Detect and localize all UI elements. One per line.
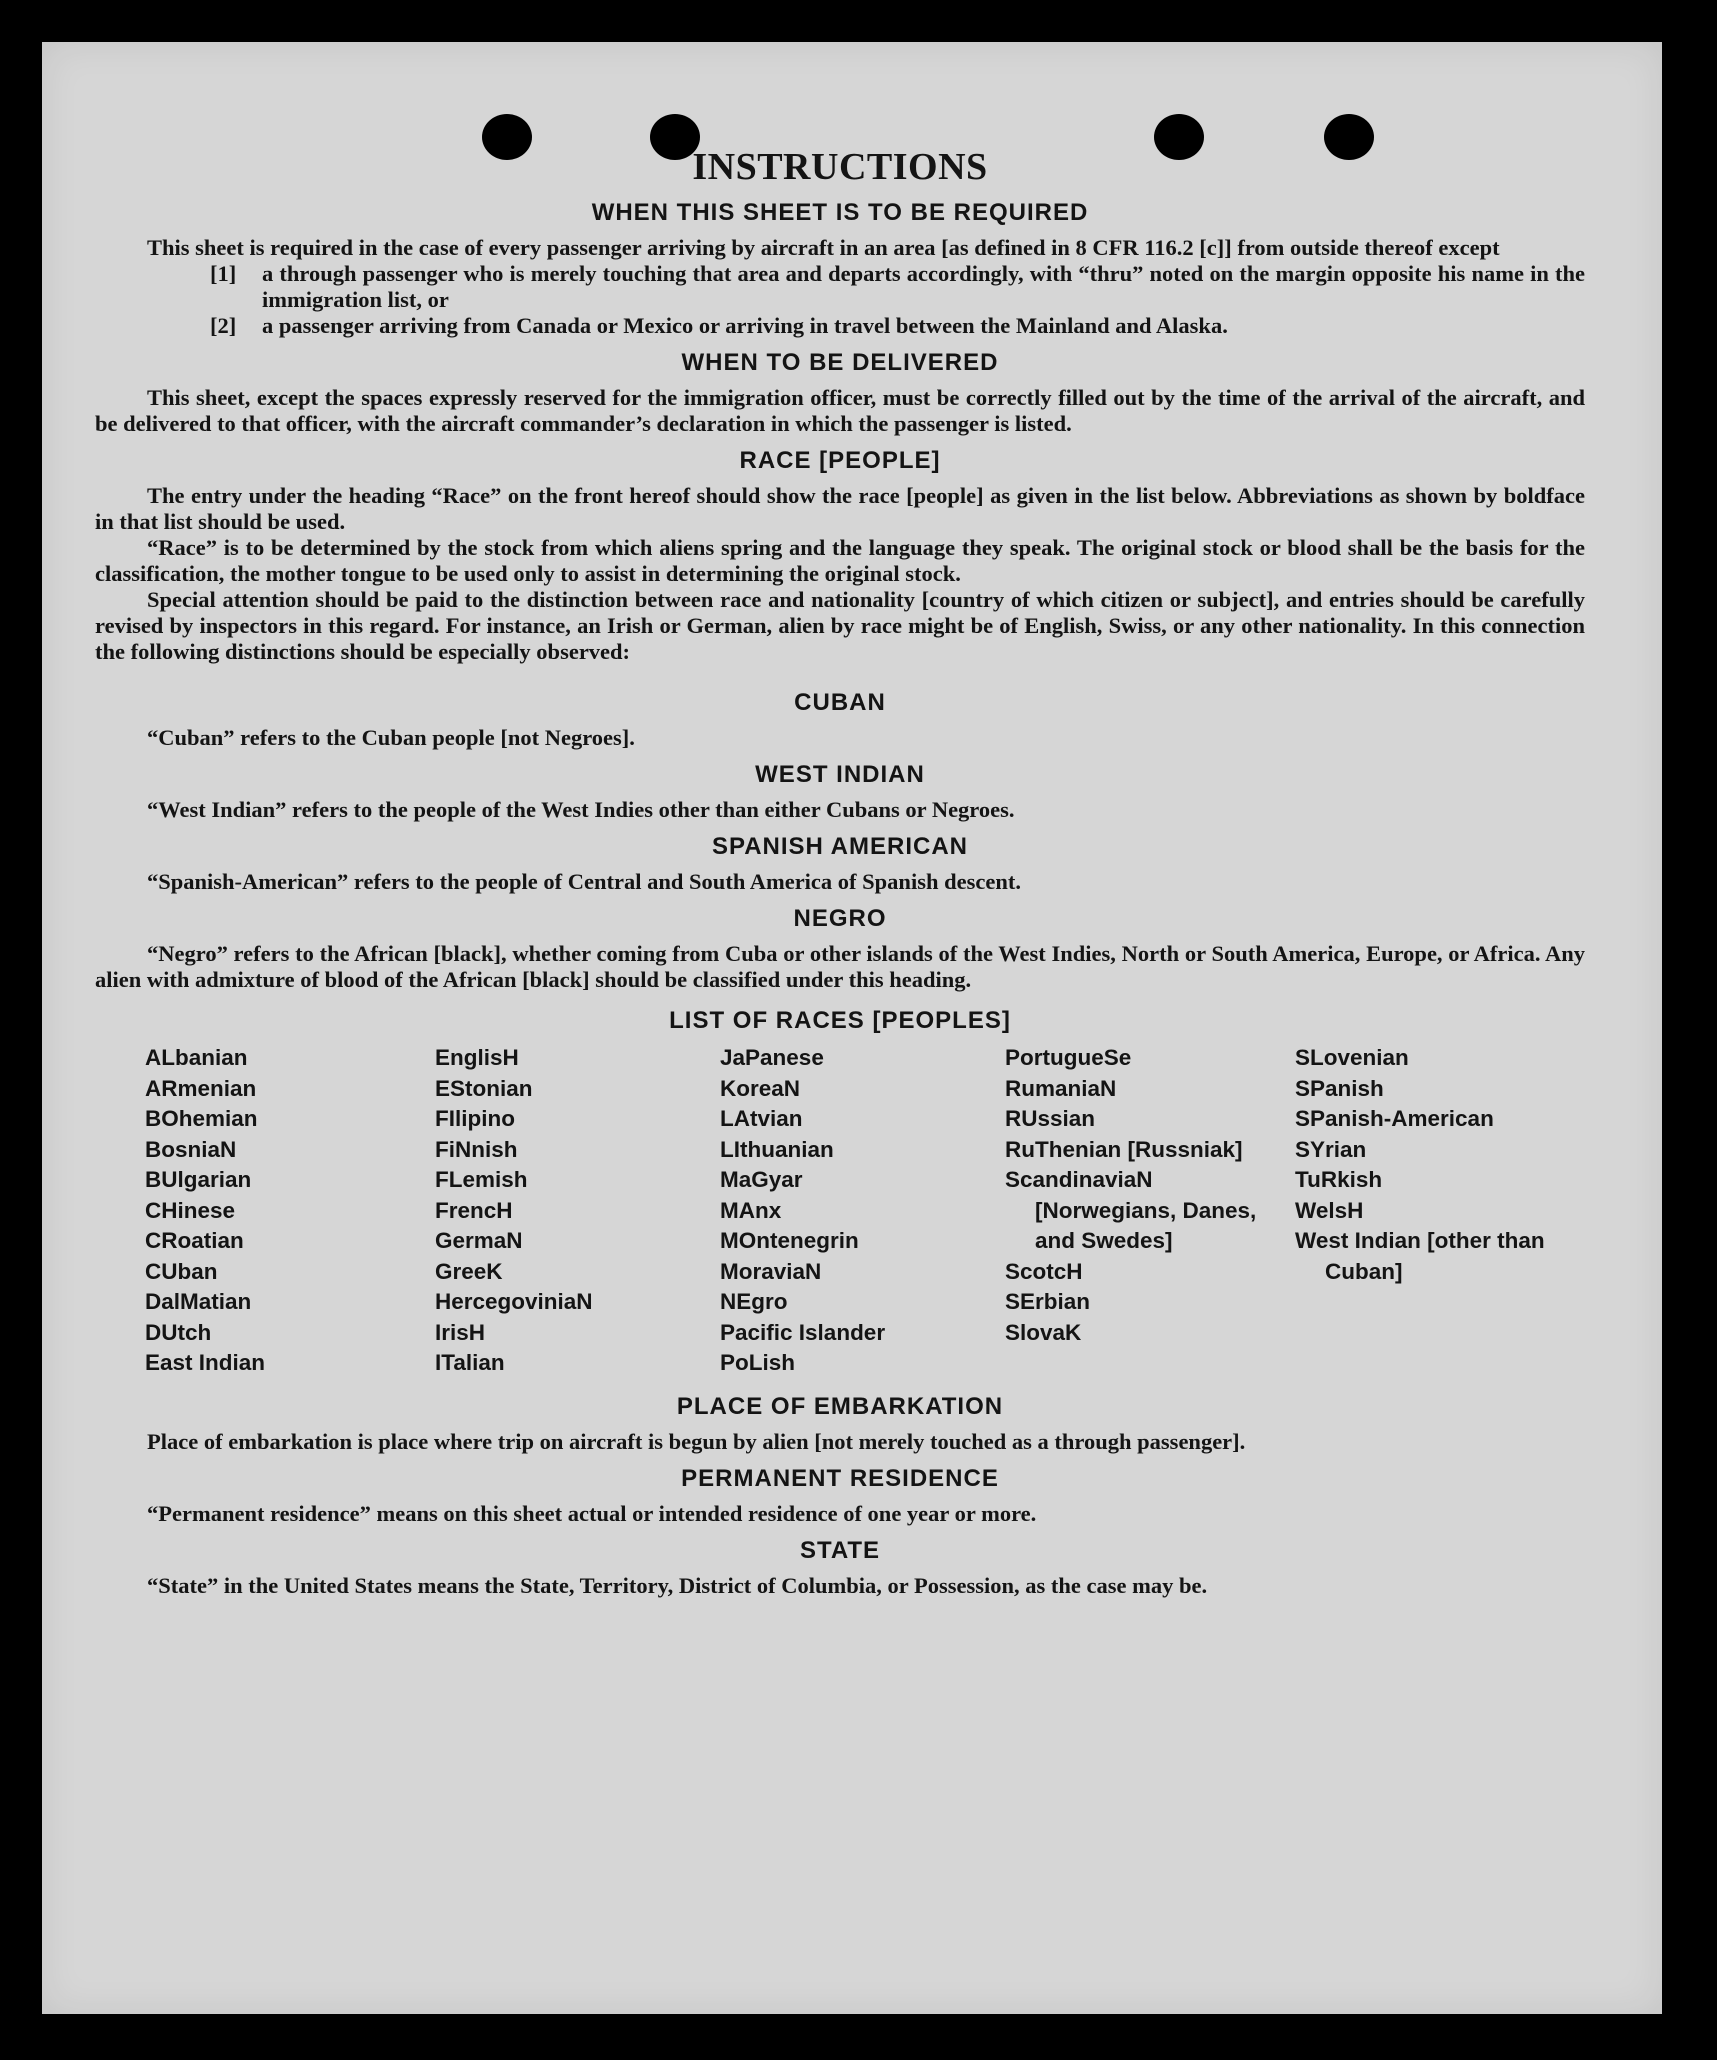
- race-entry: NEgro: [720, 1289, 788, 1314]
- race-entry: DUtch: [145, 1319, 212, 1345]
- exception-text: a passenger arriving from Canada or Mexico or arriving in travel between the Mainland and Alaska.: [262, 313, 1228, 338]
- race-entry: RuThenian [Russniak]: [1005, 1136, 1243, 1162]
- race-entry: ScotcH: [1005, 1258, 1083, 1284]
- residence-text: “Permanent residence” means on this sheet actual or intended residence of one year or more.: [147, 1500, 1037, 1526]
- race-entry: HercegoviniaN: [435, 1289, 593, 1314]
- race-entry: PortugueSe: [1005, 1045, 1132, 1070]
- race-entry: GermaN: [435, 1228, 523, 1253]
- delivered-paragraph: This sheet, except the spaces expressly reserved for the immigration officer, must be correctly filled out by the time of the arrival of the aircraft, and be delivered to that officer, with the aircraft commander’s declaration in which the passenger is listed.: [95, 385, 1585, 436]
- exception-text: a through passenger who is merely touching that area and departs accordingly, with “thru” noted on the margin opposite his name in the immigration list, or: [262, 261, 1585, 312]
- race-entry: FiNnish: [435, 1136, 518, 1162]
- race-entry: MaGyar: [720, 1167, 803, 1192]
- west-indian-text: “West Indian” refers to the people of the West Indies other than either Cubans or Negroes.: [147, 797, 1015, 822]
- race-column: [435, 1043, 720, 1379]
- race-entry: RumaniaN: [1005, 1075, 1117, 1101]
- race-entry: DalMatian: [145, 1289, 252, 1314]
- race-entry: LIthuanian: [720, 1136, 834, 1162]
- page-title: INSTRUCTIONS: [692, 146, 988, 188]
- race-list: [145, 1043, 1585, 1379]
- race-entry: FLemish: [435, 1167, 528, 1192]
- section-heading-west-indian: WEST INDIAN: [755, 761, 925, 788]
- section-heading-negro: NEGRO: [793, 905, 887, 932]
- race-entry: IrisH: [435, 1319, 486, 1345]
- embarkation-text: Place of embarkation is place where trip on aircraft is begun by alien [not merely touched as a through passenger].: [147, 1428, 1246, 1454]
- spanish-american-text: “Spanish-American” refers to the people of Central and South America of Spanish descent.: [147, 869, 1021, 894]
- race-column: [145, 1043, 435, 1379]
- race-entry: BUlgarian: [145, 1167, 252, 1192]
- race-paragraph: Special attention should be paid to the distinction between race and nationality [country of which citizen or subject], and entries should be carefully revised by inspectors in this regard. For instance, an Irish or German, alien by race might be of English, Swiss, or any other nationality. In this connection the following distinctions should be especially observed:: [95, 587, 1585, 664]
- race-entry: BosniaN: [145, 1136, 237, 1162]
- race-entry: SLovenian: [1295, 1045, 1409, 1070]
- race-entry: CHinese: [145, 1197, 236, 1223]
- race-paragraph: The entry under the heading “Race” on the front hereof should show the race [people] as given in the list below. Abbreviations as shown by boldface in that list should be used.: [95, 483, 1585, 534]
- race-entry: West Indian [other than Cuban]: [1295, 1228, 1545, 1284]
- race-entry: MAnx: [720, 1197, 782, 1223]
- race-entry: KoreaN: [720, 1075, 801, 1101]
- race-column: [720, 1043, 1005, 1379]
- required-intro: This sheet is required in the case of every passenger arriving by aircraft in an area [as defined in 8 CFR 116.2 [c]] from outside thereof except: [147, 235, 1500, 260]
- race-entry: WelsH: [1295, 1197, 1364, 1223]
- race-entry: BOhemian: [145, 1106, 258, 1131]
- exception-item: [95, 313, 1585, 339]
- section-heading-race: RACE [PEOPLE]: [739, 447, 941, 474]
- race-paragraph: “Race” is to be determined by the stock from which aliens spring and the language they speak. The original stock or blood shall be the basis for the classification, the mother tongue to be used only to assist in determining the original stock.: [95, 535, 1585, 586]
- race-entry: East Indian: [145, 1350, 266, 1375]
- race-entry: FrencH: [435, 1197, 513, 1223]
- race-entry: ScandinaviaN [Norwegians, Danes, and Swedes]: [1005, 1167, 1257, 1253]
- race-entry: FIlipino: [435, 1106, 515, 1131]
- negro-text: “Negro” refers to the African [black], whether coming from Cuba or other islands of the West Indies, North or South America, Europe, or Africa. Any alien with admixture of blood of the African [black] should be classified under this heading.: [95, 941, 1585, 992]
- race-entry: GreeK: [435, 1258, 503, 1284]
- race-entry: SYrian: [1295, 1136, 1367, 1162]
- race-entry: SlovaK: [1005, 1319, 1082, 1345]
- race-entry: RUssian: [1005, 1106, 1096, 1131]
- exception-number: [1]: [210, 261, 237, 286]
- exception-number: [2]: [210, 313, 237, 338]
- race-entry: SErbian: [1005, 1289, 1091, 1314]
- instructions-content: [95, 145, 1585, 1599]
- section-heading-races: LIST OF RACES [PEOPLES]: [669, 1007, 1011, 1034]
- section-heading-cuban: CUBAN: [794, 689, 886, 716]
- cuban-text: “Cuban” refers to the Cuban people [not Negroes].: [147, 725, 635, 750]
- state-text: “State” in the United States means the State, Territory, District of Columbia, or Possession, as the case may be.: [147, 1572, 1208, 1598]
- race-entry: TuRkish: [1295, 1167, 1383, 1192]
- race-entry: JaPanese: [720, 1045, 824, 1070]
- race-entry: MOntenegrin: [720, 1228, 859, 1253]
- race-entry: ITalian: [435, 1350, 505, 1375]
- race-entry: ALbanian: [145, 1045, 248, 1070]
- race-entry: CRoatian: [145, 1228, 244, 1253]
- race-entry: MoraviaN: [720, 1258, 822, 1284]
- section-heading-state: STATE: [799, 1536, 881, 1564]
- race-entry: EnglisH: [435, 1045, 519, 1070]
- section-heading-delivered: WHEN TO BE DELIVERED: [681, 349, 999, 376]
- race-entry: SPanish-American: [1295, 1106, 1494, 1131]
- race-entry: PoLish: [720, 1350, 796, 1375]
- race-entry: EStonian: [435, 1075, 533, 1101]
- race-entry: SPanish: [1295, 1075, 1384, 1101]
- race-entry: Pacific Islander: [720, 1319, 886, 1345]
- section-heading-spanish-american: SPANISH AMERICAN: [711, 833, 968, 860]
- section-heading-embarkation: PLACE OF EMBARKATION: [676, 1392, 1004, 1420]
- race-entry: ARmenian: [145, 1075, 257, 1101]
- section-heading-required: WHEN THIS SHEET IS TO BE REQUIRED: [591, 199, 1089, 226]
- section-heading-residence: PERMANENT RESIDENCE: [681, 1464, 999, 1492]
- exception-item: [95, 261, 1585, 313]
- race-column: [1295, 1043, 1585, 1379]
- race-column: [1005, 1043, 1295, 1379]
- race-entry: CUban: [145, 1258, 218, 1284]
- race-entry: LAtvian: [720, 1106, 803, 1131]
